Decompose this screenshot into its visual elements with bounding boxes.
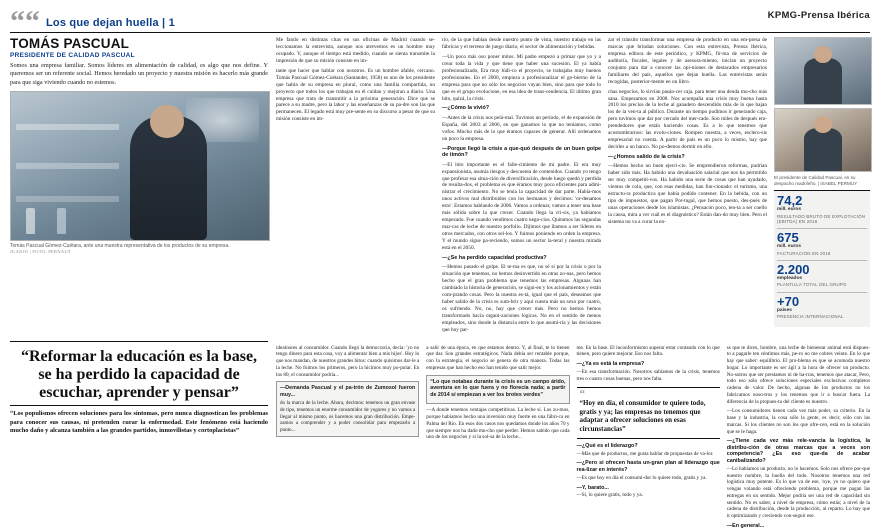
question-subhead: —¿Ya es está la empresa? [576, 361, 645, 368]
kpi-item [777, 263, 867, 287]
kpi-label: RESULTADO BRUTO DE EXPLOTACIÓN (EBITDA) EN 2018 [777, 213, 866, 224]
kpi-infographic [774, 190, 870, 327]
photo-person-head [814, 116, 831, 132]
inline-quote-box [577, 387, 720, 439]
kpi-label: PLANTILLA TOTAL DEL GRUPO [777, 282, 847, 288]
paragraph: a salir de una época, en que estamos dentro. Y, al final, te lo tienen que dar. Son grandes estratégicos. Nada debía ser rentable porque, con la estrategia, el negocio se genera de otra manera. Todas las empresas que han hecho eso han tenido que salir mejor. [426, 344, 570, 371]
kpi-value: +70 [777, 294, 800, 310]
paragraph: —Hemos pasado el golpe. El te-ma es que, no sé si por la crisis o por la situación que tenemos, no hemos desinvertido en otras zo-nas, pero hemos hecho que el gran problema que tenemos las empresas. Algunas han cambiado la historia de generación, se sigui-en y los acionamientos y están com-prando cosas. Pero la nuestra es-tá, igual que el país, deseamos que haber salido de la crisis es sum-brir y aquí cuesta más un sexo por cuatro, os sufriendo. No, no, hay que crecer más. Pero no hemos hemos transformado hacia organi-zaciones lógicas. No en el sentido de menos empleados, sino donde la distancia entre lo que asumi-ría y las decisiones que hoy par- [442, 264, 601, 333]
page-title: TOMÁS PASCUAL [10, 36, 130, 51]
kpi-unit: países [777, 308, 792, 314]
bottom-column-4 [727, 345, 870, 531]
intro-column-1 [276, 37, 435, 337]
paragraph: idealoores al consumidor. Cuando llegó la democracia, decía: 'yo no tengo dinero para esta cosa, voy a alimentar bien a mis hijos'. Hoy lo que nos mandan, de nuestros grandes hitos: cuando quisimos dar-le a la leche. No fuimos los primeros, pero la hicimos muy po-pular. En los 80, el consumidor podría... [276, 344, 420, 378]
right-media-column [774, 37, 870, 337]
top-block [10, 37, 870, 337]
intro-column-2 [442, 37, 601, 337]
highlight-box [276, 381, 419, 437]
photo-person-head [814, 46, 831, 63]
headline-column [10, 37, 268, 254]
kpi-label: FACTURACIÓN EN 2018 [777, 250, 831, 256]
paragraph: —Lo habíamos un producto, no lo hacemos. Solo nos ofrece por-que nuestro nombre, la huella del todo. Nosotros tenemos una red logística muy potente. Es lo que va de ese, 'oye, yo no quiero que vengas volando está ofreciendo problema, porque me pagan las entregas en un sentido. Mejor podría ser una red de capacidad sin sentido. No es saber, a nivel de empresa, cómo estás; a nivel de la cadena de distribución, desde la producción, al reparto. Lo hay que ir optimizando y creciendo con-seguir ese. [726, 465, 870, 520]
intro-column-3 [608, 37, 767, 337]
question-subhead: —En general... [726, 522, 765, 529]
photo-shelf [16, 124, 119, 130]
pullquote-block [10, 341, 870, 531]
question-subhead: —¿Homos salido de la crisis? [608, 154, 685, 160]
divider [777, 292, 867, 293]
paragraph: —Los consumidores tienen cada vez más poder, su criterio. En la base y la industria, la cosa sólo la gente, es decir, sólo con las marcas. Si los clientes no son los que ofre-cen, está en la solución que se le haga. [726, 408, 870, 435]
quote-mark-icon: ““ [10, 5, 40, 38]
paragraph: —Un poco más oso poner mitos. Mi padre empezó a primar que yo y a crear toda la vida y que tiene que haber una sucesión. El ya había profesionalizado, Era muy lúdi-co el proyecto, se trabajaba muy buenos profesionales. En el 2000, empieza a profesionalizar el go-bierno de la empresa para que no sólo los negocios vayan bien, sino para que todo lo que es el grupo evolucione, en esa idea de trans-cendencia. El último gran hito, quizá, la crisis. [442, 53, 601, 102]
paragraph: ss que te dices, hombre, una leche de bienestar animal está dispues-to a pagarle ten céntimos más, pe-ro no me cobres veinte. En lo que hay que saber: equilibrio. El pro-blema es que se acomoda nuestro hogar. Lo importante es ser ágil a la hora de ofrecer un producto. No-sotros que ser prestamos ni de ba-rras, tenemos que atacar, Pero, todo eso sólo ofrece soluciones especiales exclusivas completos cadena de valor. De hecho, algunas de los productos no los fabricamos noso-tros y los tenemos que ir a buscar fuera. La diferencia de la propues-ta del cliente es nuestro. [726, 344, 870, 405]
person-role: PRESIDENTE DE CALIDAD PASCUAL [10, 52, 135, 60]
photo-person [804, 128, 842, 171]
paragraph: —Hemos hecho un buen ejerci-cio. Se emprendieron reformas, pudrían haber sido más. Ha habido una devaluación salarial que nos ha permitido ser muy competiti-vos. Ha habido una serie de cosas que han ayudado, vientos de cola, que, con esas medidas, han fun-cionado: el turismo, una estructu-ra productiva que había podido contener. En la bebida, con un tipo de impuestos, que pagan Por-tugal, que hemos puesto, des-pués de unas operaciones desde los islamistas. ¿Pensacón poco, ten-ta a ser cuello la causa, mira a ver cuál es el diagnóstico? Están dan-do muy bien. Pero el sistema no va a curar la en- [608, 163, 767, 225]
bottom-column-3 [577, 345, 720, 531]
bottom-column-1 [276, 345, 419, 531]
main-photo-credit: JUANJO | FOTO: PERNAUT [10, 249, 72, 255]
kpi-value: 2.200 [777, 262, 810, 278]
photo-person-head [150, 105, 184, 138]
main-photo [10, 91, 270, 241]
secondary-photo-2 [774, 108, 872, 172]
publication-name: KPMG-Prensa Ibérica [767, 10, 870, 21]
section-title: Los que dejan huella | 1 [46, 17, 175, 29]
pullquote-text: “Reformar la educación es la base, se ha perdido la capacidad de escuchar, aprender y pensar” [10, 341, 268, 407]
kpi-unit: empleados [777, 276, 803, 282]
paragraph: Me fando en distintas citas en sus oficinas de Madrid cuando se-leccionamos la entrevista, aunque nos atrevemos es un hombre muy ocupado. Y, aunque el tiempo está medido, cuando se sienta transmite la impresión de que su misión consiste en im- [276, 37, 435, 64]
paragraph: —Sí, lo quiere gratis, todo y ya. [576, 492, 643, 499]
paragraph: rio, de la que hablan desde nuestro punto de vista, nuestro trabajo en las fábricas y el terreno de juego diario, el sector de alimentación y bebidas. [442, 37, 601, 50]
kpi-item [777, 231, 867, 255]
pullquote-column [10, 341, 268, 436]
pullquote-subtext: “Los populismos ofrecen soluciones para los síntomas, pero nunca diagnostican los problemas para conocer sus causas, ni pretenden curar la enfermedad. Este fenómeno está haciendo mucho daño y alcanza también a las grandes partidos, inmovilistas y cortoplacistas” [10, 410, 268, 435]
kpi-item [777, 295, 867, 319]
quote-mark-icon: “ [579, 387, 585, 400]
kpi-value: 675 [777, 230, 799, 246]
paragraph: chas negocios, lo sirvían pasán-cer caja, para tener una deuda mu-cho más sana. Empezamos en 2008. Nos acompaña una crisis muy buena hasta 2010 los precios de la leche al ganadero descendido más de lo que bajan los de la ven-ta al público. Durante un tiempo pudimos ir generando caja, pero tuvimos que dar por cerrado del mer-cado. Son miles de después em-prendedores que están haciendo cosas. Es a lo que tenemos que acostumbrarnos: las evolu-ciones. Rompen nuestra, a veces, esclero-sis empresarial no cuenta. A partir de país es un poco lo mismo, hay que decirles a un banco. No po-demos dormir en ello. [608, 88, 767, 151]
secondary-photo-caption: El presidente de Calidad Pascual, en su despacho madrileño. | ISABEL PERMUY [774, 175, 858, 186]
masthead-left [10, 5, 175, 38]
paragraph: —Más que de productos, me gusta hablar de propuestas de va-lor. [576, 450, 714, 457]
question-subhead: —Porque llegó la crisis a que-quó después de un buen golpe de timón? [442, 145, 601, 159]
highlight-box-text: do la marca de la leche. Ahora, decimos: tenemos un gran envase de tipo, tenemos un enorme consumidor de yogures y no vamos a llegar al mismo punto, os hacemos una gran distribución. Empe-zamos a comprender y a poder consolidar para empezarlo a punto... [280, 400, 416, 433]
photo-bottle [57, 208, 66, 234]
photo-shelf [16, 163, 119, 169]
paragraph: —En esa transformación. Nosotros sabíamos de la crisis, tenemos tres o cuatro cosas buenas, pero nos falta. [576, 369, 720, 382]
intro-columns [276, 37, 870, 337]
kpi-unit: mill. euros [777, 207, 801, 213]
paragraph: —A donde tenemos ventajas competitivas. La leche sí. Los zu-mos, porque habíamos hecho una inversión muy fuerte en una fábri-ca en Palma del Río. En esos dos casos nos quedamos donde los años 70 y que siempre nos ha dado mu-cho que perder. Hemos sabido que cada uno de los negocios y si la sol-sa de la leche... [426, 407, 570, 441]
photo-shelf [16, 196, 119, 202]
main-photo-caption: Tomás Pascual Gómez-Cuétara, ante una muestra representativa de los productos de su empresa. [10, 242, 230, 249]
highlight-box [426, 375, 569, 405]
kpi-value: 74,2 [777, 193, 803, 209]
question-subhead: —¿Qué es el liderazgo? [576, 442, 638, 449]
photo-person [804, 58, 842, 104]
kpi-label: PRESENCIA INTERNACIONAL [777, 314, 844, 320]
kpi-unit: mill. euros [777, 244, 801, 250]
paragraph: —El hito importante es el falle-cimiento de mi padre. El era muy expansionista, asumía riesgos y descuenta de contenidos. Cuando yo tengo que profesar esa situa-ción de diversificación, desde luego quedó y perdida de resulta-dos, el problema es que éramos muy poco eficientes para admi-nistrar el crecimiento. No se tenía la capacidad de dar parte. Había-mos unos activos mal distribuidos con los hermanos y decimos: 'or-denamos esto'. Estamos hablando de 2006. Vamos a ordenar, vamos a tener una base más sólida sobre la que crecer. Cuando llega la cri-sis, ya habíamos empezado. Fue cuando vendimos cuatro nego-cios. Quitamos las segundas mar-cas de leche de nuestro porfolio. Dijimos que íbamos a ser líderes en otros mercados, con otros sel-los. Y fuimos poniendo en orden la empresa. Y el mundo sigue pa-reciendo, somos un sector la-teral y nuestra mirada está en el 2050. [442, 161, 601, 251]
paragraph: —Es que hoy en día el consumi-dor lo quiere todo, gratis y ya. [576, 474, 707, 481]
lede-paragraph: Somos una empresa familiar. Somos líderes en alimentación de calidad, es algo que nos define. Y queremos ser un referente social. Hemos heredado un proyecto y nuestra misión es hacerlo más grande para que siga viviendo cuando no estemos. [10, 62, 268, 86]
kpi-item [777, 194, 867, 223]
divider [777, 228, 867, 229]
paragraph: me. En la base. El inconformismo superar estar contando con lo que tienen, pero quiere mejorar. Eso nos falta. [576, 344, 720, 358]
paragraph: —Antes de la crisis nos pelá-mal. Tuvimos un período, el de expansión de España, del 2003 al 2006, en que ganamos lo que no teníamos, como vofos. Mucho más de lo que éramos capaces de generar. Allí ordenamos un poco la empresa. [442, 114, 601, 142]
inline-quote-text: “Hoy en día, el consumidor te quiere todo, gratis y ya; las empresas no tenemos que adaptar a ofrecer soluciones en esas circunstancias” [579, 399, 706, 434]
highlight-box-title: “Lo que notabas durante la crisis es un campo árido, aventura en lo que fuera y no florecía nada; a partir de 2014 sí empiezan a ver los brotes verdes” [430, 378, 566, 399]
question-subhead: —¿Se ha perdido capacidad productiva? [442, 254, 547, 261]
photo-bottle [26, 208, 35, 234]
highlight-box-title: —Demanda Pascual y el pa-trón de Zumosol fueron muy... [280, 385, 416, 399]
secondary-photo [774, 37, 872, 105]
paragraph: tante que hacer que hablar con nosotros. Es un hombre afable, cercano. Tomás Pascual Gómez-Cuétara (Santander, 1958) es uno de los presidente que habla de su empresa en plural, como una familia compartida, un proyecto que todos los que trabajan en él cuidan y mejoran a diario. Una empresa que trata de transmitir a la próxima generación. Dice que se parece a su madre, pero la labor y las enseñanzas de su pa-dre son las que permanecen. El legado está muy pre-sente en su discurso a pesar de que su misión consiste en im- [276, 67, 435, 123]
paragraph: zar el tránsito transformar una empresa de producto en una em-presa de marcas que brindan soluciones. Con esta entrevista, Prensa Ibérica, empresa editora de este periódico, y KPMG, fir-ma de servicios de auditoría, fiscales, legales y de asesora-miento, inician un proyecto conjunto para dar a conocer las opi-niones de destacados empresarios familiares del país, aquellos que dejan huella. Las entrevistas serán recogidas, posterior-mente en un libro. [608, 37, 767, 85]
question-subhead: —¿Cómo la vivió? [442, 105, 490, 112]
bottom-columns [276, 345, 870, 531]
divider [777, 260, 867, 261]
masthead [10, 5, 870, 38]
question-subhead: —Y, barato... [576, 484, 609, 491]
bottom-column-2 [426, 345, 569, 531]
question-subhead: —¿Tiene cada vez más rele-vancia la logística, la distribu-ción de otras marcas que a veces son competencia? ¿Es eso que-da de acabar canibalizando? [726, 438, 870, 464]
question-subhead: —¿Pero si ofrecen hasta un-gran plan al liderazgo que rea-lizar en interés? [576, 460, 720, 473]
